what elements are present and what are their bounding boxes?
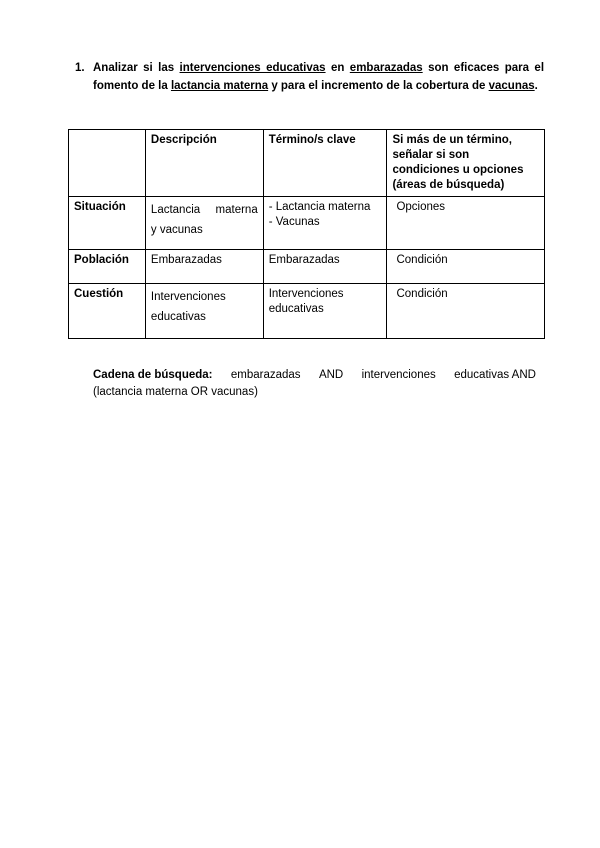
- search-term: embarazadas: [230, 369, 301, 381]
- search-string-line: (lactancia materna OR vacunas): [93, 385, 258, 398]
- keyword-vaccines: vacunas: [488, 79, 535, 92]
- table-row: [69, 284, 545, 339]
- table-row: [69, 250, 545, 284]
- cell-key-term: educativas: [268, 303, 324, 315]
- cell-description: Embarazadas: [145, 250, 263, 284]
- cell-type: Condición: [387, 250, 545, 284]
- question-text-4: y para el incremento de la cobertura de: [268, 79, 489, 92]
- cell-description: [145, 284, 263, 339]
- row-label-cuestion: Cuestión: [69, 284, 146, 339]
- cell-key-terms: [263, 197, 387, 250]
- cell-description: [145, 197, 263, 250]
- cell-key-terms: [263, 284, 387, 339]
- table-header-row: [69, 130, 545, 197]
- row-label-poblacion: Población: [69, 250, 146, 284]
- cell-description-word: Lactancia: [150, 204, 201, 216]
- header-conditions-options: Si más de un término, señalar si son condiciones u opciones (áreas de búsqueda): [387, 130, 545, 197]
- cell-description-line: educativas: [150, 311, 206, 323]
- cell-key-term: Intervenciones: [268, 288, 344, 300]
- question-text-3: son eficaces para el fomento de la: [93, 62, 545, 92]
- search-operator: AND: [318, 369, 344, 381]
- keyword-breastfeeding: lactancia materna: [170, 79, 269, 92]
- cell-description-line: y vacunas: [150, 224, 203, 236]
- search-term: educativas AND: [454, 369, 536, 381]
- header-empty-cell: [69, 130, 146, 197]
- question-text-1: Analizar si las: [93, 62, 180, 74]
- keyword-pregnant: embarazadas: [349, 62, 423, 74]
- cell-key-term: - Vacunas: [268, 216, 320, 228]
- header-description: Descripción: [145, 130, 263, 197]
- cell-description-line: [151, 200, 258, 220]
- search-string-label: Cadena de búsqueda:: [93, 369, 213, 381]
- table-row: [69, 197, 545, 250]
- cell-description-line: Intervenciones: [150, 291, 226, 303]
- question-text-5: .: [534, 79, 538, 92]
- question-text: [93, 60, 544, 95]
- cell-description-word: materna: [215, 204, 258, 216]
- search-string-paragraph: [93, 367, 536, 400]
- cell-key-term: - Lactancia materna: [268, 201, 371, 213]
- pico-table: [68, 129, 545, 339]
- question-number: 1.: [75, 62, 85, 74]
- search-term: intervenciones: [361, 369, 436, 381]
- row-label-situacion: Situación: [69, 197, 146, 250]
- cell-type: Opciones: [387, 197, 545, 250]
- header-key-terms: Término/s clave: [263, 130, 387, 197]
- cell-type: Condición: [387, 284, 545, 339]
- keyword-interventions: intervenciones educativas: [179, 62, 326, 74]
- cell-key-terms: Embarazadas: [263, 250, 387, 284]
- question-paragraph: [75, 60, 544, 95]
- search-string-line: [93, 367, 536, 384]
- question-text-2: en: [325, 62, 350, 74]
